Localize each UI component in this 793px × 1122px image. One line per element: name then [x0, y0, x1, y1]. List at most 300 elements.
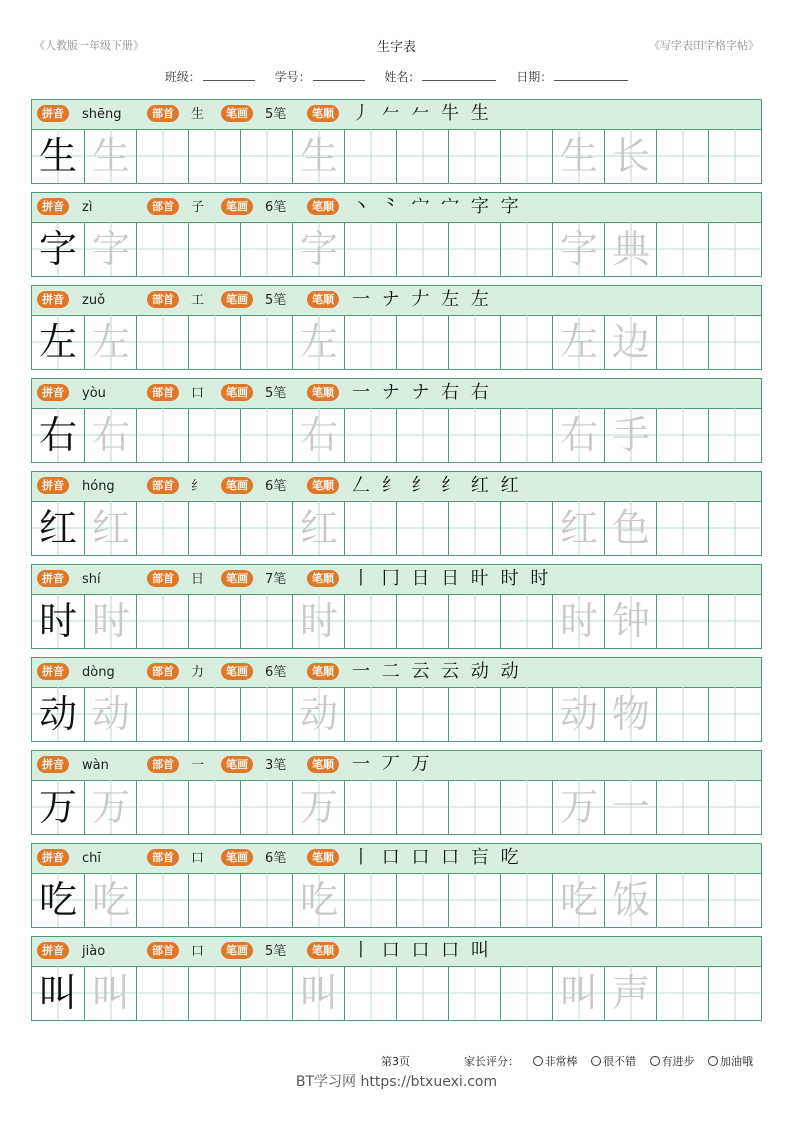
stroke-order-text: 𠃋 纟 纟 纟 红 红 [352, 475, 522, 496]
stroke-count-text: 5笔 [265, 944, 287, 959]
grid-cell[interactable] [32, 594, 84, 648]
radical-badge: 部首 [147, 198, 179, 215]
grid-cell[interactable] [84, 594, 136, 648]
grid-cell[interactable] [604, 594, 656, 648]
trace-character: 万 [559, 785, 598, 829]
stroke-order-text: 一 ナ 𠂇 左 左 [352, 289, 492, 310]
grid-cell[interactable] [84, 780, 136, 834]
grid-cell[interactable] [188, 501, 240, 555]
stroke-order-badge: 笔顺 [307, 105, 339, 122]
grid-cell[interactable] [188, 873, 240, 927]
grid-cell[interactable] [84, 408, 136, 462]
stroke-order-text: 丨 口 口 口 叫 [352, 940, 492, 961]
grid-cell[interactable] [188, 222, 240, 276]
grid-cell[interactable] [500, 129, 552, 183]
pinyin-badge: 拼音 [37, 570, 69, 587]
grid-cell[interactable] [32, 315, 84, 369]
grid-cell[interactable] [292, 408, 344, 462]
grid-cell[interactable] [656, 501, 708, 555]
grid-cell[interactable] [344, 315, 396, 369]
grid-cell[interactable] [708, 501, 760, 555]
trace-character: 左 [559, 320, 598, 364]
grid-cell[interactable] [240, 129, 292, 183]
grid-cell[interactable] [500, 780, 552, 834]
grid-cell[interactable] [604, 408, 656, 462]
trace-character: 时 [91, 599, 130, 643]
grid-cell[interactable] [344, 222, 396, 276]
char-block [31, 285, 762, 371]
grid-cell[interactable] [396, 501, 448, 555]
grid-cell[interactable] [292, 501, 344, 555]
trace-character: 动 [91, 692, 130, 736]
rating-option-progress[interactable]: 有进步 [650, 1055, 695, 1068]
grid-cell[interactable] [708, 780, 760, 834]
grid-cell[interactable] [500, 594, 552, 648]
grid-cell[interactable] [344, 501, 396, 555]
trace-character: 红 [559, 506, 598, 550]
grid-cell[interactable] [708, 687, 760, 741]
grid-cell[interactable] [552, 687, 604, 741]
radical-badge: 部首 [147, 663, 179, 680]
word-character: 饭 [611, 878, 650, 922]
writing-grid [31, 780, 762, 835]
grid-cell[interactable] [448, 315, 500, 369]
grid-cell[interactable] [552, 315, 604, 369]
grid-cell[interactable] [708, 408, 760, 462]
grid-cell[interactable] [32, 501, 84, 555]
writing-grid [31, 594, 762, 649]
trace-character: 字 [91, 227, 130, 271]
grid-cell[interactable] [500, 222, 552, 276]
pinyin-badge: 拼音 [37, 384, 69, 401]
char-meta-row [31, 285, 762, 316]
grid-cell[interactable] [656, 222, 708, 276]
grid-cell[interactable] [500, 408, 552, 462]
stroke-count-badge: 笔画 [221, 942, 253, 959]
stroke-count-text: 7笔 [265, 572, 287, 587]
char-block [31, 936, 762, 1022]
char-meta-row [31, 564, 762, 595]
grid-cell[interactable] [396, 408, 448, 462]
stroke-count-badge: 笔画 [221, 384, 253, 401]
stroke-order-badge: 笔顺 [307, 756, 339, 773]
stroke-count-badge: 笔画 [221, 291, 253, 308]
model-character: 红 [38, 506, 77, 550]
radical-badge: 部首 [147, 105, 179, 122]
stroke-order-text: 丨 口 口 口 吂 吃 [352, 847, 522, 868]
grid-cell[interactable] [396, 594, 448, 648]
grid-cell[interactable] [188, 780, 240, 834]
grid-cell[interactable] [240, 501, 292, 555]
model-character: 字 [38, 227, 77, 271]
grid-cell[interactable] [32, 408, 84, 462]
grid-cell[interactable] [188, 129, 240, 183]
grid-cell[interactable] [136, 408, 188, 462]
char-block [31, 99, 762, 185]
parent-rating [464, 1053, 753, 1069]
stroke-count-text: 6笔 [265, 200, 287, 215]
grid-cell[interactable] [604, 873, 656, 927]
grid-cell[interactable] [656, 687, 708, 741]
pinyin-text: yòu [82, 386, 106, 401]
trace-character: 生 [299, 134, 338, 178]
char-meta-row [31, 192, 762, 223]
trace-character: 右 [91, 413, 130, 457]
stroke-count-badge: 笔画 [221, 570, 253, 587]
writing-grid [31, 873, 762, 928]
char-block [31, 471, 762, 557]
grid-cell[interactable] [32, 873, 84, 927]
radical-text: 口 [191, 386, 205, 401]
stroke-count-text: 6笔 [265, 851, 287, 866]
grid-cell[interactable] [396, 780, 448, 834]
pinyin-text: shēng [82, 107, 122, 122]
radical-text: 生 [191, 107, 205, 122]
grid-cell[interactable] [448, 594, 500, 648]
pinyin-badge: 拼音 [37, 663, 69, 680]
stroke-order-badge: 笔顺 [307, 291, 339, 308]
radical-text: 力 [191, 665, 205, 680]
grid-cell[interactable] [656, 594, 708, 648]
grid-cell[interactable] [292, 966, 344, 1020]
model-character: 右 [38, 413, 77, 457]
grid-cell[interactable] [240, 966, 292, 1020]
stroke-count-text: 6笔 [265, 479, 287, 494]
grid-cell[interactable] [500, 501, 552, 555]
grid-cell[interactable] [656, 408, 708, 462]
grid-cell[interactable] [292, 222, 344, 276]
char-meta-row [31, 936, 762, 967]
char-meta-row [31, 471, 762, 502]
stroke-order-badge: 笔顺 [307, 384, 339, 401]
stroke-count-text: 3笔 [265, 758, 287, 773]
grid-cell[interactable] [448, 873, 500, 927]
stroke-order-badge: 笔顺 [307, 663, 339, 680]
model-character: 叫 [38, 971, 77, 1015]
trace-character: 万 [91, 785, 130, 829]
stroke-order-text: 丿 𠂉 𠂉 牛 生 [352, 103, 492, 124]
grid-cell[interactable] [84, 873, 136, 927]
pinyin-text: jiào [82, 944, 106, 959]
grid-cell[interactable] [136, 966, 188, 1020]
trace-character: 时 [559, 599, 598, 643]
grid-cell[interactable] [500, 966, 552, 1020]
rating-option-great[interactable]: 非常棒 [533, 1055, 578, 1068]
grid-cell[interactable] [396, 966, 448, 1020]
pinyin-badge: 拼音 [37, 198, 69, 215]
radical-badge: 部首 [147, 849, 179, 866]
pinyin-text: zì [82, 200, 93, 215]
word-character: 一 [611, 785, 650, 829]
grid-cell[interactable] [188, 687, 240, 741]
grid-cell[interactable] [136, 222, 188, 276]
radical-badge: 部首 [147, 477, 179, 494]
grid-cell[interactable] [136, 315, 188, 369]
grid-cell[interactable] [708, 594, 760, 648]
grid-cell[interactable] [396, 315, 448, 369]
word-character: 色 [611, 506, 650, 550]
trace-character: 动 [299, 692, 338, 736]
model-character: 生 [38, 134, 77, 178]
grid-cell[interactable] [448, 501, 500, 555]
grid-cell[interactable] [708, 966, 760, 1020]
stroke-order-text: 丶 ⺀ 宀 宀 字 字 [352, 196, 522, 217]
grid-cell[interactable] [604, 501, 656, 555]
student-id-field[interactable]: 学号： [275, 70, 365, 84]
trace-character: 右 [559, 413, 598, 457]
stroke-count-badge: 笔画 [221, 663, 253, 680]
grid-cell[interactable] [604, 315, 656, 369]
radical-text: 纟 [191, 479, 205, 494]
grid-cell[interactable] [552, 408, 604, 462]
grid-cell[interactable] [604, 780, 656, 834]
trace-character: 叫 [299, 971, 338, 1015]
page-number: 第3页 [381, 1055, 410, 1068]
grid-cell[interactable] [708, 222, 760, 276]
stroke-order-text: 丨 冂 日 日 旪 时 时 [352, 568, 552, 589]
word-character: 钟 [611, 599, 650, 643]
grid-cell[interactable] [32, 687, 84, 741]
grid-cell[interactable] [344, 966, 396, 1020]
grid-cell[interactable] [240, 408, 292, 462]
stroke-order-badge: 笔顺 [307, 198, 339, 215]
trace-character: 动 [559, 692, 598, 736]
grid-cell[interactable] [84, 501, 136, 555]
writing-grid [31, 408, 762, 463]
grid-cell[interactable] [240, 594, 292, 648]
trace-character: 叫 [91, 971, 130, 1015]
model-character: 万 [38, 785, 77, 829]
grid-cell[interactable] [448, 780, 500, 834]
grid-cell[interactable] [136, 780, 188, 834]
stroke-order-badge: 笔顺 [307, 942, 339, 959]
grid-cell[interactable] [656, 780, 708, 834]
trace-character: 吃 [559, 878, 598, 922]
grid-cell[interactable] [240, 687, 292, 741]
grid-cell[interactable] [552, 594, 604, 648]
pinyin-badge: 拼音 [37, 291, 69, 308]
word-character: 声 [611, 971, 650, 1015]
radical-text: 子 [191, 200, 205, 215]
grid-cell[interactable] [552, 873, 604, 927]
date-field[interactable]: 日期： [516, 70, 628, 84]
char-block [31, 192, 762, 278]
rating-label: 家长评分： [464, 1055, 519, 1068]
grid-cell[interactable] [292, 687, 344, 741]
grid-cell[interactable] [552, 129, 604, 183]
trace-character: 红 [91, 506, 130, 550]
trace-character: 时 [299, 599, 338, 643]
radical-badge: 部首 [147, 756, 179, 773]
grid-cell[interactable] [84, 966, 136, 1020]
grid-cell[interactable] [292, 780, 344, 834]
grid-cell[interactable] [344, 129, 396, 183]
trace-character: 生 [91, 134, 130, 178]
grid-cell[interactable] [344, 780, 396, 834]
pinyin-text: wàn [82, 758, 109, 773]
grid-cell[interactable] [656, 966, 708, 1020]
grid-cell[interactable] [84, 315, 136, 369]
grid-cell[interactable] [32, 222, 84, 276]
char-meta-row [31, 378, 762, 409]
pinyin-badge: 拼音 [37, 942, 69, 959]
watermark: BT学习网 https://btxuexi.com [295, 1074, 498, 1090]
trace-character: 左 [299, 320, 338, 364]
grid-cell[interactable] [708, 315, 760, 369]
header-right: 《写字表田字格字帖》 [649, 39, 759, 52]
grid-cell[interactable] [500, 315, 552, 369]
char-block [31, 843, 762, 929]
grid-cell[interactable] [240, 222, 292, 276]
pinyin-text: zuǒ [82, 293, 106, 308]
grid-cell[interactable] [396, 873, 448, 927]
grid-cell[interactable] [136, 873, 188, 927]
grid-cell[interactable] [656, 873, 708, 927]
stroke-count-text: 5笔 [265, 107, 287, 122]
trace-character: 吃 [91, 878, 130, 922]
radical-badge: 部首 [147, 942, 179, 959]
pinyin-text: chī [82, 851, 101, 866]
grid-cell[interactable] [552, 780, 604, 834]
writing-grid [31, 129, 762, 184]
grid-cell[interactable] [448, 408, 500, 462]
pinyin-badge: 拼音 [37, 105, 69, 122]
grid-cell[interactable] [188, 966, 240, 1020]
radical-badge: 部首 [147, 570, 179, 587]
char-block [31, 564, 762, 650]
stroke-order-badge: 笔顺 [307, 477, 339, 494]
grid-cell[interactable] [448, 966, 500, 1020]
pinyin-text: hóng [82, 479, 115, 494]
grid-cell[interactable] [500, 873, 552, 927]
radical-badge: 部首 [147, 291, 179, 308]
grid-cell[interactable] [344, 687, 396, 741]
grid-cell[interactable] [240, 873, 292, 927]
grid-cell[interactable] [188, 594, 240, 648]
grid-cell[interactable] [344, 408, 396, 462]
radical-text: 口 [191, 851, 205, 866]
grid-cell[interactable] [292, 594, 344, 648]
stroke-order-text: 一 丆 万 [352, 754, 433, 775]
grid-cell[interactable] [396, 222, 448, 276]
trace-character: 右 [299, 413, 338, 457]
grid-cell[interactable] [136, 501, 188, 555]
grid-cell[interactable] [552, 501, 604, 555]
stroke-count-badge: 笔画 [221, 849, 253, 866]
radical-text: 口 [191, 944, 205, 959]
char-block [31, 657, 762, 743]
grid-cell[interactable] [240, 315, 292, 369]
stroke-order-badge: 笔顺 [307, 570, 339, 587]
grid-cell[interactable] [292, 873, 344, 927]
word-character: 手 [611, 413, 650, 457]
writing-grid [31, 315, 762, 370]
stroke-count-badge: 笔画 [221, 756, 253, 773]
grid-cell[interactable] [500, 687, 552, 741]
char-meta-row [31, 657, 762, 688]
pinyin-badge: 拼音 [37, 849, 69, 866]
grid-cell[interactable] [188, 315, 240, 369]
grid-cell[interactable] [136, 129, 188, 183]
writing-grid [31, 501, 762, 556]
grid-cell[interactable] [448, 129, 500, 183]
grid-cell[interactable] [396, 687, 448, 741]
model-character: 吃 [38, 878, 77, 922]
trace-character: 红 [299, 506, 338, 550]
word-character: 物 [611, 692, 650, 736]
radical-text: 一 [191, 758, 205, 773]
rating-option-keep-going[interactable]: 加油哦 [708, 1055, 753, 1068]
grid-cell[interactable] [32, 966, 84, 1020]
grid-cell[interactable] [604, 222, 656, 276]
grid-cell[interactable] [604, 687, 656, 741]
trace-character: 叫 [559, 971, 598, 1015]
writing-grid [31, 966, 762, 1021]
grid-cell[interactable] [708, 873, 760, 927]
rating-option-good[interactable]: 很不错 [591, 1055, 636, 1068]
stroke-count-text: 5笔 [265, 386, 287, 401]
grid-cell[interactable] [656, 129, 708, 183]
grid-cell[interactable] [84, 687, 136, 741]
grid-cell[interactable] [188, 408, 240, 462]
grid-cell[interactable] [344, 594, 396, 648]
grid-cell[interactable] [84, 129, 136, 183]
grid-cell[interactable] [396, 129, 448, 183]
grid-cell[interactable] [32, 780, 84, 834]
trace-character: 字 [299, 227, 338, 271]
stroke-count-text: 5笔 [265, 293, 287, 308]
char-meta-row [31, 99, 762, 130]
grid-cell[interactable] [32, 129, 84, 183]
pinyin-text: shí [82, 572, 101, 587]
page-title: 生字表 [376, 40, 416, 55]
grid-cell[interactable] [240, 780, 292, 834]
student-info [0, 68, 793, 85]
word-character: 边 [611, 320, 650, 364]
grid-cell[interactable] [552, 966, 604, 1020]
stroke-order-text: 一 ナ ナ 右 右 [352, 382, 492, 403]
name-field[interactable]: 姓名： [384, 70, 496, 84]
grid-cell[interactable] [604, 129, 656, 183]
grid-cell[interactable] [604, 966, 656, 1020]
char-block [31, 378, 762, 464]
class-field[interactable]: 班级： [165, 70, 255, 84]
grid-cell[interactable] [84, 222, 136, 276]
trace-character: 生 [559, 134, 598, 178]
grid-cell[interactable] [136, 594, 188, 648]
stroke-count-badge: 笔画 [221, 477, 253, 494]
char-meta-row [31, 843, 762, 874]
grid-cell[interactable] [292, 315, 344, 369]
grid-cell[interactable] [344, 873, 396, 927]
writing-grid [31, 687, 762, 742]
grid-cell[interactable] [708, 129, 760, 183]
radical-text: 日 [191, 572, 205, 587]
stroke-count-badge: 笔画 [221, 105, 253, 122]
grid-cell[interactable] [448, 222, 500, 276]
trace-character: 吃 [299, 878, 338, 922]
char-meta-row [31, 750, 762, 781]
writing-grid [31, 222, 762, 277]
grid-cell[interactable] [292, 129, 344, 183]
word-character: 典 [611, 227, 650, 271]
grid-cell[interactable] [552, 222, 604, 276]
pinyin-badge: 拼音 [37, 477, 69, 494]
grid-cell[interactable] [656, 315, 708, 369]
grid-cell[interactable] [136, 687, 188, 741]
grid-cell[interactable] [448, 687, 500, 741]
trace-character: 左 [91, 320, 130, 364]
